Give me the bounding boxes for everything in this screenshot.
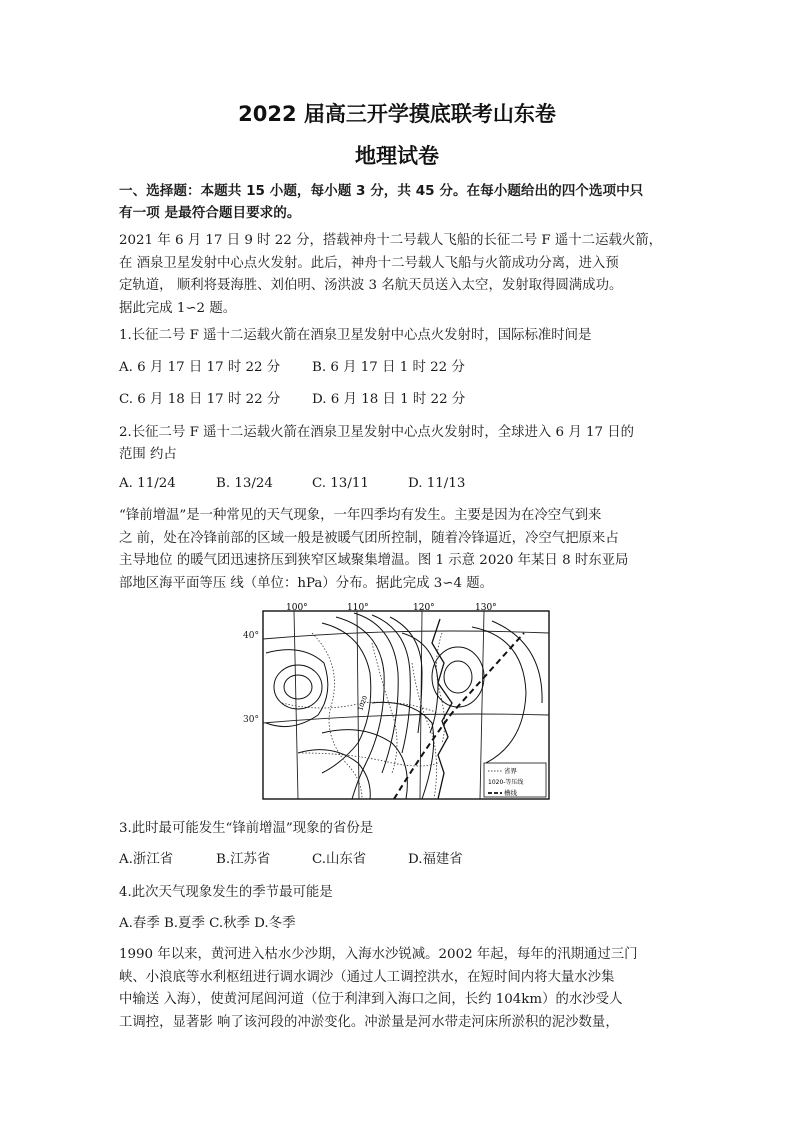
q4-options: A.春季 B.夏季 C.秋季 D.冬季 bbox=[119, 916, 296, 931]
passage-line: 在 酒泉卫星发射中心点火发射。此后，神舟十二号载人飞船与火箭成功分离，进入预 bbox=[119, 255, 619, 271]
lat-label-30: 30° bbox=[243, 715, 259, 725]
section-heading-line: 有一项 是最符合题目要求的。 bbox=[119, 205, 301, 221]
lon-label-130: 130° bbox=[475, 603, 497, 613]
exam-title: 2022 届高三开学摸底联考山东卷 bbox=[238, 102, 556, 126]
legend-trough-label: 槽线 bbox=[504, 789, 517, 797]
question-4-stem: 4.此次天气现象发生的季节最可能是 bbox=[119, 885, 333, 900]
q1-option-a: A. 6 月 17 日 17 时 22 分 bbox=[119, 360, 281, 375]
passage-line: 峡、小浪底等水利枢纽进行调水调沙（通过人工调控洪水，在短时间内将大量水沙集 bbox=[119, 969, 615, 985]
q2-option-d: D. 11/13 bbox=[408, 476, 466, 491]
passage-line: “锋前增温”是一种常见的天气现象，一年四季均有发生。主要是因为在冷空气到来 bbox=[119, 508, 602, 523]
lon-label-110: 110° bbox=[347, 603, 369, 613]
section-heading bbox=[119, 180, 689, 224]
question-3-stem: 3.此时最可能发生“锋前增温”现象的省份是 bbox=[119, 821, 374, 836]
passage-line: 工调控，显著影 响了该河段的冲淤变化。冲淤量是河水带走河床所淤积的泥沙数量， bbox=[119, 1014, 619, 1030]
question-2-stem bbox=[119, 422, 679, 466]
q2-option-a: A. 11/24 bbox=[119, 476, 176, 491]
q3-option-b: B.江苏省 bbox=[216, 852, 271, 867]
passage-line: 1990 年以来，黄河进入枯水少沙期，入海水沙锐减。2002 年起，每年的汛期通过三门 bbox=[119, 947, 638, 962]
lon-label-120: 120° bbox=[413, 603, 435, 613]
q3-option-d: D.福建省 bbox=[408, 852, 463, 867]
q3-option-c: C.山东省 bbox=[312, 852, 367, 867]
passage-line: 中输送 入海），使黄河尾闾河道（位于利津到入海口之间，长约 104km）的水沙受人 bbox=[119, 992, 623, 1007]
passage-line: 部地区海平面等压 线（单位：hPa）分布。据此完成 3∽4 题。 bbox=[119, 575, 494, 591]
isobar-value-label: 1020 bbox=[357, 694, 370, 712]
exam-subject: 地理试卷 bbox=[355, 144, 439, 168]
q1-option-b: B. 6 月 17 日 1 时 22 分 bbox=[312, 360, 465, 375]
lat-label-40: 40° bbox=[243, 631, 259, 641]
passage-2 bbox=[119, 505, 679, 595]
q2-option-b: B. 13/24 bbox=[216, 476, 273, 491]
section-heading-line: 一、选择题：本题共 15 小题，每小题 3 分，共 45 分。在每小题给出的四个选项中只 bbox=[119, 183, 644, 199]
q2-option-c: C. 13/11 bbox=[312, 476, 369, 491]
legend-isobar-label: 1020-等压线 bbox=[488, 779, 524, 786]
passage-line: 定轨道， 顺利将聂海胜、刘伯明、汤洪波 3 名航天员送入太空，发射取得圆满成功。 bbox=[119, 278, 623, 293]
lon-label-100: 100° bbox=[286, 603, 308, 613]
passage-3 bbox=[119, 944, 679, 1034]
passage-line: 主导地位 的暖气团迅速挤压到狭窄区域聚集增温。图 1 示意 2020 年某日 8 时东亚局 bbox=[119, 553, 629, 568]
isobar-map-figure bbox=[262, 603, 552, 801]
legend-province-label: 省界 bbox=[504, 767, 517, 775]
question-2-line: 2.长征二号 F 遥十二运载火箭在酒泉卫星发射中心点火发射时，全球进入 6 月 17 日的 bbox=[119, 425, 635, 440]
passage-line: 之 前，处在冷锋前部的区域一般是被暖气团所控制，随着冷锋逼近，冷空气把原来占 bbox=[119, 530, 619, 546]
q1-option-d: D. 6 月 18 日 1 时 22 分 bbox=[312, 392, 466, 407]
question-1-stem: 1.长征二号 F 遥十二运载火箭在酒泉卫星发射中心点火发射时，国际标准时间是 bbox=[119, 328, 592, 343]
passage-line: 2021 年 6 月 17 日 9 时 22 分，搭载神舟十二号载人飞船的长征二号 F 遥十二运载火箭， bbox=[119, 233, 663, 248]
q3-option-a: A.浙江省 bbox=[119, 852, 174, 867]
passage-line: 据此完成 1∽2 题。 bbox=[119, 300, 237, 316]
passage-1 bbox=[119, 230, 679, 320]
question-2-line: 范围 约占 bbox=[119, 447, 177, 462]
q1-option-c: C. 6 月 18 日 17 时 22 分 bbox=[119, 392, 281, 407]
